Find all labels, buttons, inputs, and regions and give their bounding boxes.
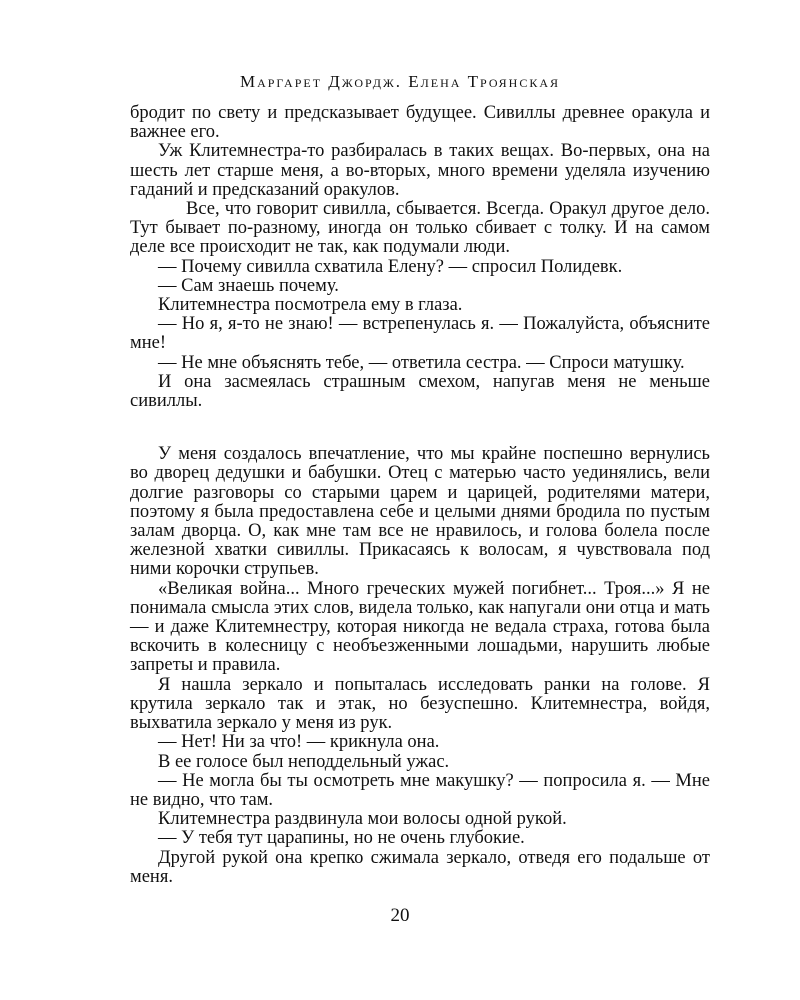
paragraph: — Но я, я-то не знаю! — встрепенулась я. — Пожалуйста, объясните мне! <box>130 314 710 354</box>
paragraph: Уж Клитемнестра-то разбиралась в таких вещах. Во-первых, она на шесть лет старше меня, а во-вторых, много времени уделяла изучению гаданий и предсказаний оракулов. <box>130 141 710 200</box>
body-text <box>130 104 710 887</box>
paragraph: — У тебя тут царапины, но не очень глубокие. <box>158 828 525 849</box>
paragraph: — Нет! Ни за что! — крикнула она. <box>158 732 440 753</box>
running-header: Маргарет Джордж. Елена Троянская <box>239 72 561 91</box>
paragraph: Другой рукой она крепко сжимала зеркало, отведя его подальше от меня. <box>130 847 710 887</box>
paragraph: — Не мне объяснять тебе, — ответила сестра. — Спроси матушку. <box>158 352 685 373</box>
paragraph: Все, что говорит сивилла, сбывается. Всегда. Оракул другое дело. Тут бывает по-разному, иногда он только сбивает с толку. И на самом деле все происходит не так, как подумали люди. <box>130 199 710 258</box>
paragraph: — Сам знаешь почему. <box>158 275 339 296</box>
paragraph: Клитемнестра раздвинула мои волосы одной рукой. <box>158 809 567 830</box>
paragraph: И она засмеялась страшным смехом, напугав меня не меньше сивиллы. <box>130 371 710 412</box>
paragraph: бродит по свету и предсказывает будущее. Сивиллы древнее оракула и важнее его. <box>130 103 710 143</box>
paragraph: Клитемнестра посмотрела ему в глаза. <box>158 295 463 316</box>
paragraph: В ее голосе был неподдельный ужас. <box>158 751 450 772</box>
paragraph: — Не могла бы ты осмотреть мне макушку? — попросила я. — Мне не видно, что там. <box>130 770 710 810</box>
paragraph: Я нашла зеркало и попыталась исследовать ранки на голове. Я крутила зеркало так и этак, но безуспешно. Клитемнестра, войдя, выхватила зеркало у меня из рук. <box>130 674 710 734</box>
paragraph: У меня создалось впечатление, что мы крайне поспешно вернулись во дворец дедушки и бабушки. Отец с матерью часто уединялись, вели долгие разговоры со старыми царем и царицей, родителями матери, поэтому я была предоставлена себе и целыми днями бродила по пустым залам дворца. О, как мне там все не нравилось, и голова болела после железной хватки сивиллы. Прикасаясь к волосам, я чувствовала под ними корочки струпьев. <box>130 444 710 580</box>
section-break <box>130 411 710 445</box>
paragraph: «Великая война... Много греческих мужей погибнет... Троя...» Я не понимала смысла этих слов, видела только, как напугали они отца и мать — и даже Клитемнестру, которая никогда не ведала страха, готова была вскочить в колесницу с необъезженными лошадьми, нарушить любые запреты и правила. <box>130 578 710 676</box>
paragraph: — Почему сивилла схватила Елену? — спросил Полидевк. <box>158 256 623 277</box>
page-number: 20 <box>390 905 410 926</box>
